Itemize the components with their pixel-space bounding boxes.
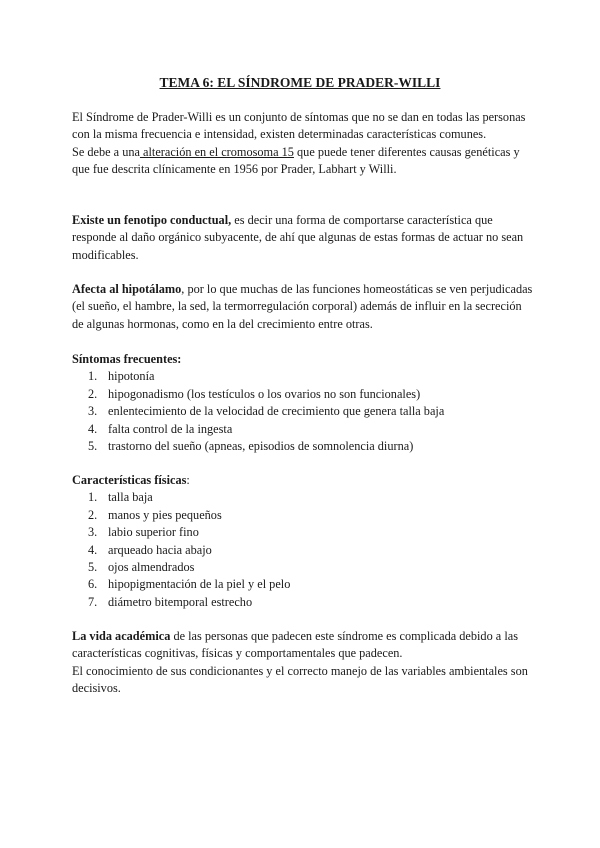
hipotalamo-bold-lead: Afecta al hipotálamo <box>72 282 182 296</box>
hipotalamo-paragraph <box>72 281 534 333</box>
list-item <box>72 542 534 559</box>
list-text: hipogonadismo (los testículos o los ovarios no son funcionales) <box>108 386 421 401</box>
intro-paragraph: El Síndrome de Prader-Willi es un conjunto de síntomas que no se dan en todas las personas con la misma frecuencia e intensidad, existen determinadas características comunes. <box>72 110 526 142</box>
intro-section <box>72 109 534 179</box>
intro-text-before: Se debe a una <box>72 144 140 159</box>
vida-bold-lead: La vida académica <box>72 629 171 643</box>
list-number: 2. <box>88 386 98 401</box>
fenotipo-paragraph <box>72 212 534 264</box>
list-text: falta control de la ingesta <box>108 421 233 436</box>
list-item <box>72 576 534 593</box>
fisicas-list <box>72 489 534 611</box>
vida-paragraph <box>72 628 534 663</box>
list-item <box>72 489 534 506</box>
sintomas-heading: Síntomas frecuentes: <box>72 352 182 366</box>
list-item <box>72 559 534 576</box>
list-text: hipopigmentación de la piel y el pelo <box>108 577 291 592</box>
list-text: enlentecimiento de la velocidad de crecimiento que genera talla baja <box>108 404 445 419</box>
fisicas-colon: : <box>186 473 190 487</box>
list-text: hipotonía <box>108 369 155 384</box>
fenotipo-bold-lead: Existe un fenotipo conductual, <box>72 213 232 227</box>
hipotalamo-section <box>72 281 534 333</box>
vida-text: de las personas que padecen este síndrome es complicada debido a las características cognitivas, físicas y comportamentales que padecen. <box>72 629 518 661</box>
list-item <box>72 368 534 385</box>
list-number: 2. <box>88 507 98 522</box>
list-text: labio superior fino <box>108 525 199 540</box>
list-number: 7. <box>88 594 98 609</box>
list-text: manos y pies pequeños <box>108 507 222 522</box>
list-number: 5. <box>88 559 98 574</box>
list-text: trastorno del sueño (apneas, episodios de somnolencia diurna) <box>108 438 414 453</box>
list-item <box>72 438 534 455</box>
intro-paragraph-2 <box>72 144 534 179</box>
hipotalamo-text: , por lo que muchas de las funciones homeostáticas se ven perjudicadas (el sueño, el hambre, la sed, la termorregulación corporal) además de influir en la secreción de algunas hormonas, como en la del crecimiento entre otras. <box>72 282 533 331</box>
list-text: diámetro bitemporal estrecho <box>108 594 253 609</box>
cromosoma-underlined-text: alteración en el cromosoma 15 <box>139 144 294 159</box>
list-number: 5. <box>88 438 98 453</box>
sintomas-section <box>72 351 534 455</box>
page-title: TEMA 6: EL SÍNDROME DE PRADER-WILLI <box>159 75 441 90</box>
list-text: arqueado hacia abajo <box>108 542 212 557</box>
list-item <box>72 386 534 403</box>
sintomas-list <box>72 368 534 455</box>
list-item <box>72 421 534 438</box>
fisicas-heading: Características físicas <box>72 473 187 487</box>
fisicas-section <box>72 472 534 611</box>
list-number: 4. <box>88 421 98 436</box>
list-number: 4. <box>88 542 98 557</box>
list-text: ojos almendrados <box>108 559 195 574</box>
list-number: 1. <box>88 490 98 505</box>
list-text: talla baja <box>108 490 153 505</box>
intro-text-after: que puede tener diferentes causas genéticas y que fue descrita clínicamente en 1956 por Prader, Labhart y Willi. <box>72 144 520 177</box>
list-number: 6. <box>88 577 98 592</box>
list-number: 3. <box>88 404 98 419</box>
list-number: 1. <box>88 369 98 384</box>
fenotipo-section <box>72 212 534 264</box>
vida-section <box>72 628 534 698</box>
list-item <box>72 507 534 524</box>
vida-paragraph-2: El conocimiento de sus condicionantes y el correcto manejo de las variables ambientales son decisivos. <box>72 663 528 696</box>
list-item <box>72 403 534 420</box>
list-item <box>72 524 534 541</box>
fisicas-heading-line <box>72 472 534 489</box>
fenotipo-text: es decir una forma de comportarse característica que responde al daño orgánico subyacente, de ahí que algunas de estas formas de actuar no sean modificables. <box>72 213 524 262</box>
list-number: 3. <box>88 525 98 540</box>
list-item <box>72 594 534 611</box>
